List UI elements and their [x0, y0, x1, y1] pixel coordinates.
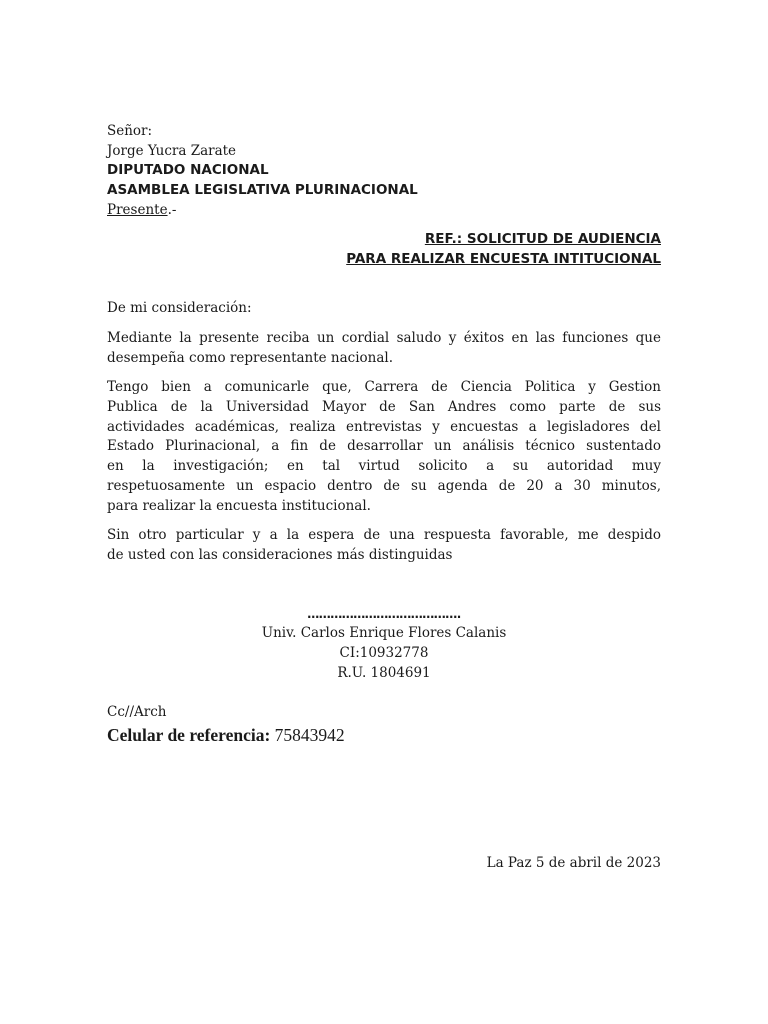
recipient-name: Jorge Yucra Zarate: [107, 143, 237, 159]
paragraph-line: respetuosamente un espacio dentro de su agenda de 20 a 30 minutos,: [107, 477, 661, 494]
paragraph-1: [107, 329, 661, 369]
contact-phone: [107, 725, 345, 746]
reference-line-2: PARA REALIZAR ENCUESTA INTITUCIONAL: [346, 251, 661, 267]
greeting: De mi consideración:: [107, 300, 252, 316]
letter-date: La Paz 5 de abril de 2023: [486, 855, 661, 871]
cc-archive: Cc//Arch: [107, 704, 167, 720]
paragraph-line: Mediante la presente reciba un cordial saludo y éxitos en las funciones que: [107, 330, 661, 346]
salutation: Señor:: [107, 123, 153, 139]
recipient-institution: ASAMBLEA LEGISLATIVA PLURINACIONAL: [107, 182, 418, 198]
paragraph-2: [107, 378, 661, 517]
signer-ru: R.U. 1804691: [337, 665, 431, 681]
presente-word: Presente: [107, 202, 168, 218]
contact-number: 75843942: [270, 725, 345, 745]
paragraph-line: para realizar la encuesta institucional.: [107, 497, 371, 514]
contact-label: Celular de referencia:: [107, 725, 271, 745]
recipient-title: DIPUTADO NACIONAL: [107, 162, 269, 178]
paragraph-line: en la investigación; en tal virtud solicito a su autoridad muy: [107, 458, 661, 475]
paragraph-line: Publica de la Universidad Mayor de San Andres como parte de sus: [107, 398, 661, 415]
reference-line-1: REF.: SOLICITUD DE AUDIENCIA: [424, 231, 661, 247]
paragraph-line: desempeña como representante nacional.: [107, 349, 394, 366]
paragraph-line: Sin otro particular y a la espera de una respuesta favorable, me despido: [107, 527, 661, 543]
paragraph-3: [107, 526, 661, 566]
paragraph-line: de usted con las consideraciones más distinguidas: [107, 546, 453, 563]
signer-name: Univ. Carlos Enrique Flores Calanis: [261, 625, 507, 641]
paragraph-line: actividades académicas, realiza entrevistas y encuestas a legisladores del: [107, 418, 661, 435]
signature-line: ………………………………….: [307, 607, 461, 621]
paragraph-line: Estado Plurinacional, a fin de desarrollar un análisis técnico sustentado: [107, 438, 661, 455]
paragraph-line: Tengo bien a comunicarle que, Carrera de Ciencia Politica y Gestion: [107, 379, 661, 395]
signer-ci: CI:10932778: [339, 645, 429, 661]
presente-suffix: .-: [167, 202, 177, 218]
presente-line: [107, 201, 661, 221]
